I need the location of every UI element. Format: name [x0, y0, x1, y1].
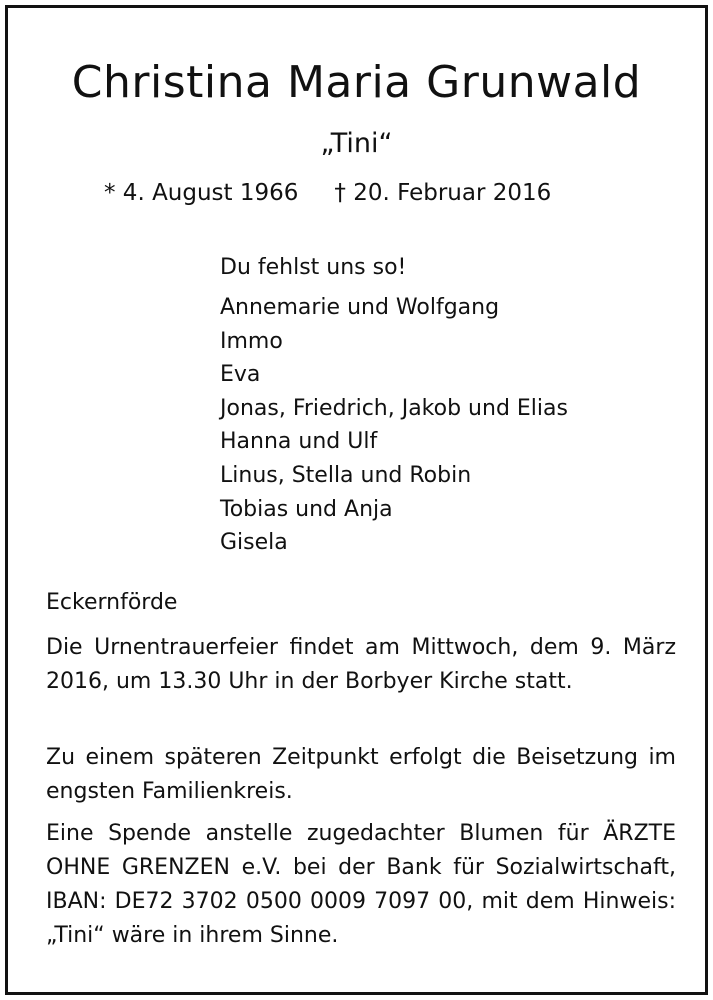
- burial-info: Zu einem späteren Zeitpunkt erfolgt die Beisetzung im engsten Familienkreis.: [46, 745, 676, 804]
- funeral-info: Die Urnentrauerfeier findet am Mittwoch, dem 9. März 2016, um 13.30 Uhr in der Borbyer Kirche statt.: [46, 635, 676, 694]
- mourner-name: Linus, Stella und Robin: [220, 462, 472, 488]
- mourner-name: Jonas, Friedrich, Jakob und Elias: [220, 395, 568, 421]
- life-dates: [104, 178, 551, 208]
- mourner-name: Eva: [220, 362, 261, 388]
- mourner-name: Tobias und Anja: [220, 496, 393, 522]
- mourner-name: Hanna und Ulf: [220, 429, 378, 455]
- mourners-list: [220, 291, 568, 560]
- donation-info: Eine Spende anstelle zugedachter Blumen für ÄRZTE OHNE GRENZEN e.V. bei der Bank für Sozialwirtschaft, IBAN: DE72 3702 0500 0009 7097 00, mit dem Hinweis: „Tini“ wäre in ihrem Sinne.: [46, 821, 676, 948]
- obituary-notice: [5, 5, 708, 995]
- farewell-message: Du fehlst uns so!: [220, 255, 407, 280]
- death-date: † 20. Februar 2016: [334, 180, 552, 206]
- mourner-name: Annemarie und Wolfgang: [220, 295, 500, 320]
- place: Eckernförde: [46, 590, 178, 615]
- mourner-name: Gisela: [220, 530, 288, 556]
- mourner-name: Immo: [220, 328, 283, 354]
- deceased-name: Christina Maria Grunwald: [71, 57, 642, 108]
- birth-date: * 4. August 1966: [104, 180, 299, 206]
- nickname: „Tini“: [320, 128, 393, 159]
